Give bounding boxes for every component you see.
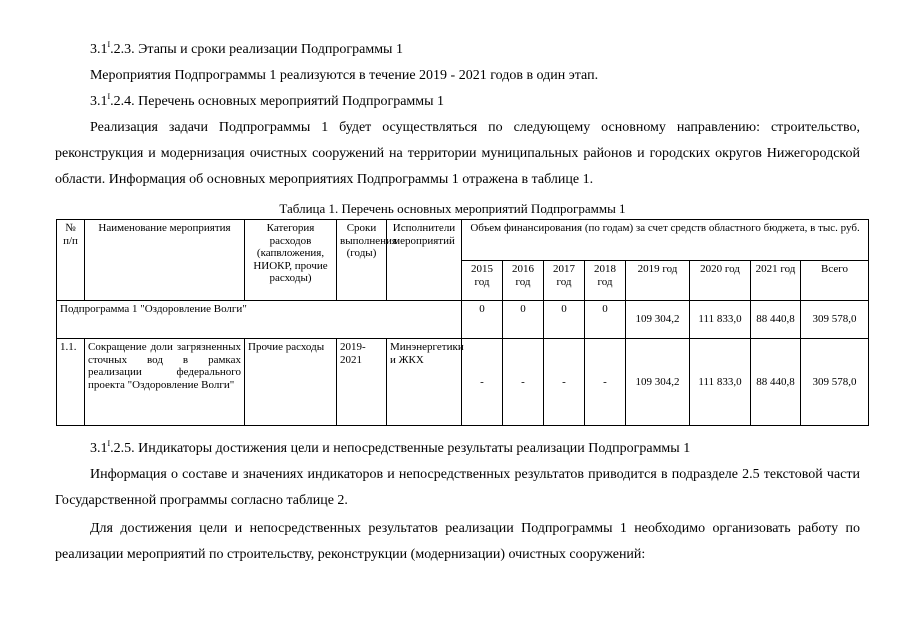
cell-value: 0 bbox=[544, 301, 585, 339]
paragraph-indicators: Информация о составе и значениях индикаторов и непосредственных результатов приводится в подразделе 2.5 текстовой части Государственной программы согласно таблице 2. bbox=[55, 467, 860, 508]
table-header-row bbox=[57, 220, 869, 261]
cell-value: 309 578,0 bbox=[801, 339, 869, 426]
cell-value: - bbox=[585, 339, 626, 426]
cell-value: - bbox=[462, 339, 503, 426]
cell-value: 309 578,0 bbox=[801, 301, 869, 339]
header-expense-category: Категория расходов (капвложения, НИОКР, прочие расходы) bbox=[245, 220, 337, 301]
header-total: Всего bbox=[801, 261, 869, 301]
header-year: 2020 год bbox=[690, 261, 751, 301]
item-terms: 2019-2021 bbox=[337, 339, 387, 426]
cell-value: 111 833,0 bbox=[690, 301, 751, 339]
table-caption: Таблица 1. Перечень основных мероприятий Подпрограммы 1 bbox=[279, 201, 626, 216]
header-executors: Исполнители мероприятий bbox=[387, 220, 462, 301]
cell-value: 109 304,2 bbox=[626, 339, 690, 426]
header-terms: Сроки выполнения (годы) bbox=[337, 220, 387, 301]
section-heading-indicators: $3.1^I.2.5$. Индикаторы достижения цели и непосредственные результаты реализации Подпрограммы 1 bbox=[90, 439, 691, 456]
section-heading-stages: $3.1^I.2.3$. Этапы и сроки реализации Подпрограммы 1 bbox=[90, 40, 403, 57]
paragraph-measures: Для достижения цели и непосредственных результатов реализации Подпрограммы 1 необходимо организовать работу по реализации мероприятий по строительству, реконструкции (модернизации) очистных сооружений: bbox=[55, 521, 860, 562]
cell-value: 0 bbox=[462, 301, 503, 339]
table-row-subprogram bbox=[57, 301, 869, 339]
header-funding: Объем финансирования (по годам) за счет средств областного бюджета, в тыс. руб. bbox=[462, 220, 869, 261]
header-year: 2019 год bbox=[626, 261, 690, 301]
header-year: 2016 год bbox=[503, 261, 544, 301]
cell-value: 111 833,0 bbox=[690, 339, 751, 426]
cell-value: - bbox=[503, 339, 544, 426]
subprogram-label: Подпрограмма 1 "Оздоровление Волги" bbox=[57, 301, 462, 339]
item-number: 1.1. bbox=[57, 339, 85, 426]
header-year: 2021 год bbox=[751, 261, 801, 301]
header-year: 2017 год bbox=[544, 261, 585, 301]
cell-value: 88 440,8 bbox=[751, 301, 801, 339]
header-year: 2015 год bbox=[462, 261, 503, 301]
activities-table bbox=[56, 219, 869, 426]
cell-value: 0 bbox=[585, 301, 626, 339]
item-name: Сокращение доли загрязненных сточных вод в рамках реализации федерального проекта "Оздоровление Волги" bbox=[85, 339, 245, 426]
table-row-item bbox=[57, 339, 869, 426]
item-executors: Минэнергетики и ЖКХ bbox=[387, 339, 462, 426]
header-number: № п/п bbox=[57, 220, 85, 301]
cell-value: - bbox=[544, 339, 585, 426]
header-activity-name: Наименование мероприятия bbox=[85, 220, 245, 301]
cell-value: 109 304,2 bbox=[626, 301, 690, 339]
section-heading-activities: $3.1^I.2.4$. Перечень основных мероприятий Подпрограммы 1 bbox=[90, 92, 445, 109]
paragraph-activities: Реализация задачи Подпрограммы 1 будет осуществляться по следующему основному направлению: строительство, реконструкция и модернизация очистных сооружений на территории муниципальных районов и городских округов Нижегородской области. Информация об основных мероприятиях Подпрограммы 1 отражена в таблице 1. bbox=[55, 120, 860, 187]
item-category: Прочие расходы bbox=[245, 339, 337, 426]
cell-value: 88 440,8 bbox=[751, 339, 801, 426]
cell-value: 0 bbox=[503, 301, 544, 339]
paragraph-stages: Мероприятия Подпрограммы 1 реализуются в течение 2019 - 2021 годов в один этап. bbox=[90, 68, 599, 83]
header-year: 2018 год bbox=[585, 261, 626, 301]
